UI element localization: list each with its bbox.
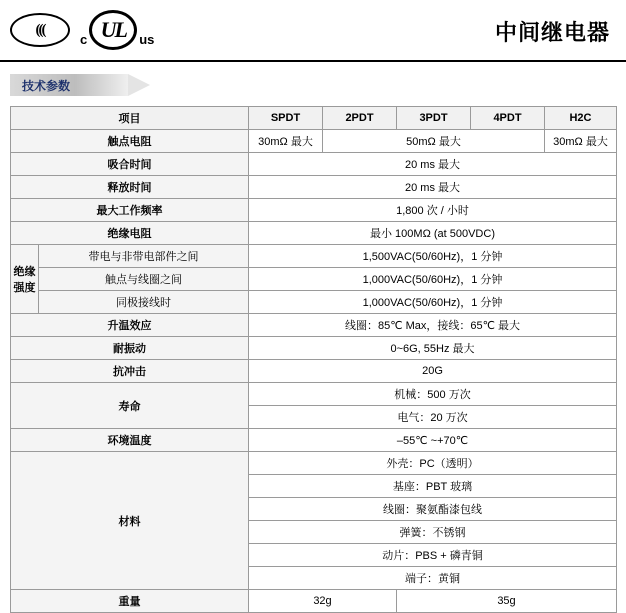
cell-contact-resistance-h2c: 30mΩ 最大 <box>545 130 617 153</box>
cell-mechanical-life: 机械：500 万次 <box>249 383 617 406</box>
table-row <box>11 590 617 613</box>
cell-temperature-rise: 线圈：85℃ Max，接线：65℃ 最大 <box>249 314 617 337</box>
cell-weight-low: 32g <box>249 590 397 613</box>
row-label-operate-time: 吸合时间 <box>11 153 249 176</box>
table-row <box>11 176 617 199</box>
column-header-2pdt: 2PDT <box>323 107 397 130</box>
cell-vibration-resistance: 0~6G, 55Hz 最大 <box>249 337 617 360</box>
table-row <box>11 130 617 153</box>
cell-same-polarity-wiring: 1,000VAC(50/60Hz)，1 分钟 <box>249 291 617 314</box>
section-banner-arrow-icon <box>128 74 150 96</box>
table-row <box>11 452 617 475</box>
column-header-3pdt: 3PDT <box>397 107 471 130</box>
row-label-weight: 重量 <box>11 590 249 613</box>
table-header-row <box>11 107 617 130</box>
table-row <box>11 199 617 222</box>
cell-release-time: 20 ms 最大 <box>249 176 617 199</box>
table-row <box>11 360 617 383</box>
cell-shock-resistance: 20G <box>249 360 617 383</box>
row-label-between-live-and-dead-parts: 带电与非带电部件之间 <box>39 245 249 268</box>
row-label-insulation-resistance: 绝缘电阻 <box>11 222 249 245</box>
ul-circle-icon: UL <box>89 10 137 50</box>
column-header-4pdt: 4PDT <box>471 107 545 130</box>
ul-prefix-label: c <box>80 32 88 47</box>
cell-electrical-life: 电气：20 万次 <box>249 406 617 429</box>
cell-material-moving-piece: 动片：PBS + 磷青铜 <box>249 544 617 567</box>
table-row <box>11 314 617 337</box>
row-group-label-dielectric-strength: 绝缘强度 <box>11 245 39 314</box>
column-header-spdt: SPDT <box>249 107 323 130</box>
table-row <box>11 337 617 360</box>
cell-insulation-resistance: 最小 100MΩ (at 500VDC) <box>249 222 617 245</box>
cell-ambient-temperature: –55℃ ~+70℃ <box>249 429 617 452</box>
cell-weight-high: 35g <box>397 590 617 613</box>
cell-between-live-and-dead-parts: 1,500VAC(50/60Hz)，1 分钟 <box>249 245 617 268</box>
cell-material-terminal: 端子：黄铜 <box>249 567 617 590</box>
cell-operate-time: 20 ms 最大 <box>249 153 617 176</box>
row-label-max-frequency: 最大工作频率 <box>11 199 249 222</box>
ul-logo-icon <box>80 10 154 50</box>
cell-contact-resistance-spdt: 30mΩ 最大 <box>249 130 323 153</box>
table-row <box>11 291 617 314</box>
page-header <box>0 0 626 62</box>
cell-material-base: 基座：PBT 玻璃 <box>249 475 617 498</box>
column-header-h2c: H2C <box>545 107 617 130</box>
certification-logos <box>10 10 154 50</box>
row-label-life: 寿命 <box>11 383 249 429</box>
row-label-vibration-resistance: 耐振动 <box>11 337 249 360</box>
table-row <box>11 245 617 268</box>
section-title: 技术参数 <box>22 79 71 93</box>
row-label-material: 材料 <box>11 452 249 590</box>
ul-suffix-label: us <box>139 32 155 47</box>
row-label-same-polarity-wiring: 同极接线时 <box>39 291 249 314</box>
row-label-between-contact-and-coil: 触点与线圈之间 <box>39 268 249 291</box>
table-row <box>11 268 617 291</box>
table-row <box>11 429 617 452</box>
cell-between-contact-and-coil: 1,000VAC(50/60Hz)，1 分钟 <box>249 268 617 291</box>
cell-material-spring: 弹簧：不锈钢 <box>249 521 617 544</box>
cell-contact-resistance-mid: 50mΩ 最大 <box>323 130 545 153</box>
table-row <box>11 153 617 176</box>
row-label-ambient-temperature: 环境温度 <box>11 429 249 452</box>
table-row <box>11 222 617 245</box>
header-divider <box>0 60 626 62</box>
row-label-contact-resistance: 触点电阻 <box>11 130 249 153</box>
row-label-shock-resistance: 抗冲击 <box>11 360 249 383</box>
cell-max-frequency: 1,800 次 / 小时 <box>249 199 617 222</box>
specifications-table <box>10 106 617 613</box>
page-title: 中间继电器 <box>494 21 610 46</box>
ccc-logo-icon: ((( <box>10 13 70 47</box>
row-label-temperature-rise: 升温效应 <box>11 314 249 337</box>
column-header-item: 项目 <box>11 107 249 130</box>
table-row <box>11 383 617 406</box>
cell-material-case: 外壳：PC（透明） <box>249 452 617 475</box>
row-label-release-time: 释放时间 <box>11 176 249 199</box>
cell-material-coil: 线圈：聚氨酯漆包线 <box>249 498 617 521</box>
section-banner <box>10 74 210 96</box>
